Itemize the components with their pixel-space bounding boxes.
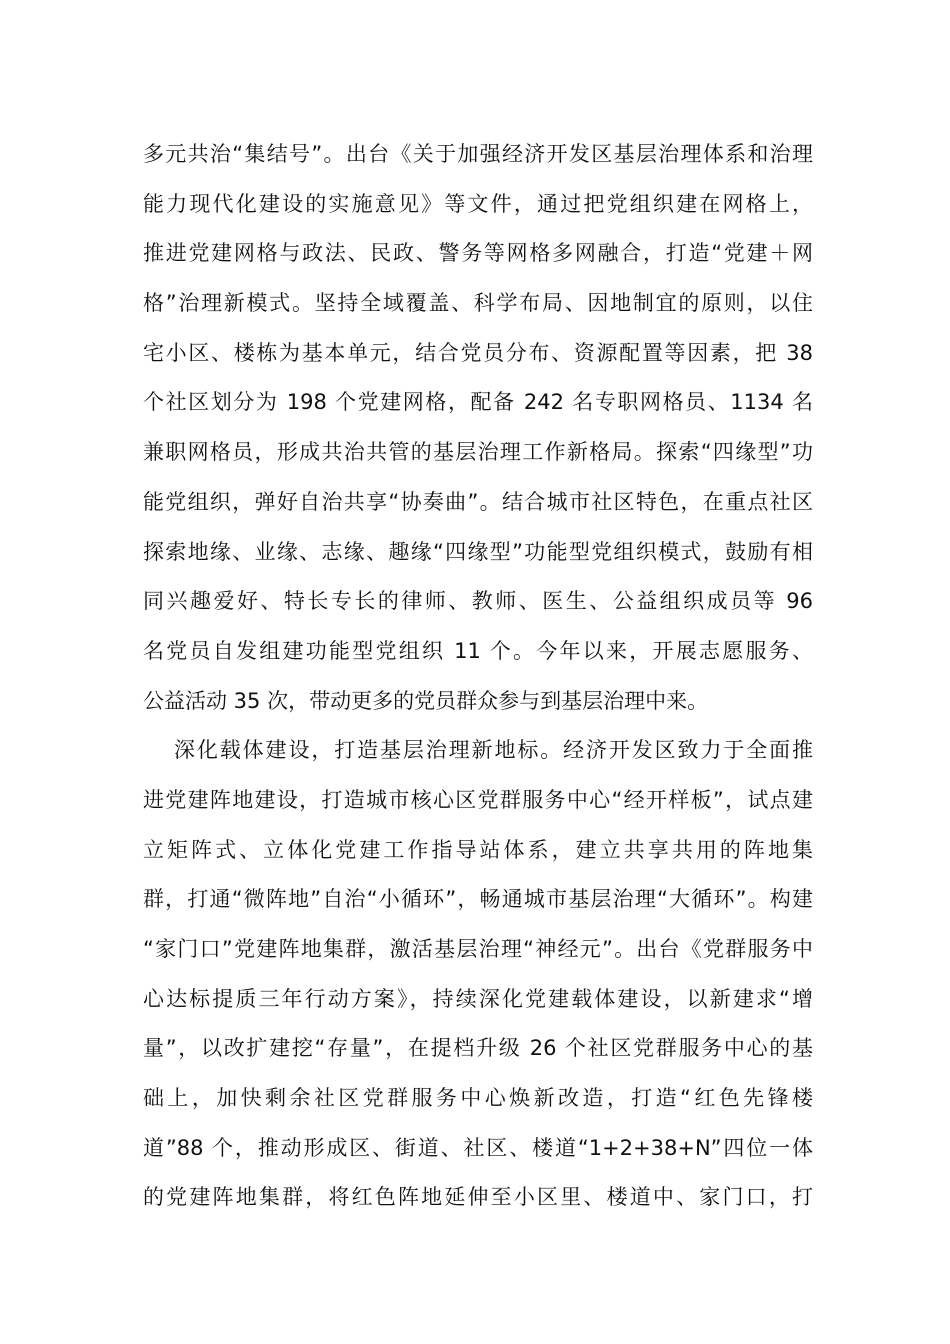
text-line: 心达标提质三年行动方案》，持续深化党建载体建设，以新建求“增 bbox=[143, 986, 813, 1011]
text-line: 础上，加快剩余社区党群服务中心焕新改造，打造“红色先锋楼 bbox=[143, 1086, 813, 1111]
text-line: 道”88 个，推动形成区、街道、社区、楼道“1+2+38+N”四位一体 bbox=[143, 1135, 813, 1160]
paragraph-2 bbox=[143, 726, 813, 1223]
text-line: 进党建阵地建设，打造城市核心区党群服务中心“经开样板”，试点建 bbox=[143, 787, 813, 812]
paragraph-1 bbox=[143, 130, 813, 726]
text-line: 格”治理新模式。坚持全域覆盖、科学布局、因地制宜的原则，以住 bbox=[143, 291, 813, 316]
body-text bbox=[143, 130, 813, 1223]
text-line: 群，打通“微阵地”自治“小循环”，畅通城市基层治理“大循环”。构建 bbox=[143, 887, 813, 912]
text-line: 立矩阵式、立体化党建工作指导站体系，建立共享共用的阵地集 bbox=[143, 837, 813, 862]
text-line: 探索地缘、业缘、志缘、趣缘“四缘型”功能型党组织模式，鼓励有相 bbox=[143, 539, 813, 564]
text-line: 推进党建网格与政法、民政、警务等网格多网融合，打造“党建＋网 bbox=[143, 241, 813, 266]
text-line: 能力现代化建设的实施意见》等文件，通过把党组织建在网格上， bbox=[143, 191, 813, 216]
text-line: 同兴趣爱好、特长专长的律师、教师、医生、公益组织成员等 96 bbox=[143, 589, 813, 614]
text-line: 宅小区、楼栋为基本单元，结合党员分布、资源配置等因素，把 38 bbox=[143, 340, 813, 365]
text-line: 的党建阵地集群，将红色阵地延伸至小区里、楼道中、家门口，打 bbox=[143, 1185, 813, 1210]
text-line: 兼职网格员，形成共治共管的基层治理工作新格局。探索“四缘型”功 bbox=[143, 440, 813, 465]
text-line: 个社区划分为 198 个党建网格，配备 242 名专职网格员、1134 名 bbox=[143, 390, 813, 415]
text-line: “家门口”党建阵地集群，激活基层治理“神经元”。出台《党群服务中 bbox=[143, 937, 813, 961]
text-line: 多元共治“集结号”。出台《关于加强经济开发区基层治理体系和治理 bbox=[143, 142, 813, 166]
text-line: 量”，以改扩建挖“存量”，在提档升级 26 个社区党群服务中心的基 bbox=[143, 1036, 813, 1061]
text-line: 公益活动 35 次，带动更多的党员群众参与到基层治理中来。 bbox=[143, 688, 709, 713]
text-line: 深化载体建设，打造基层治理新地标。经济开发区致力于全面推 bbox=[174, 738, 813, 763]
text-line: 名党员自发组建功能型党组织 11 个。今年以来，开展志愿服务、 bbox=[143, 638, 813, 663]
text-line: 能党组织，弹好自治共享“协奏曲”。结合城市社区特色，在重点社区 bbox=[143, 489, 813, 514]
